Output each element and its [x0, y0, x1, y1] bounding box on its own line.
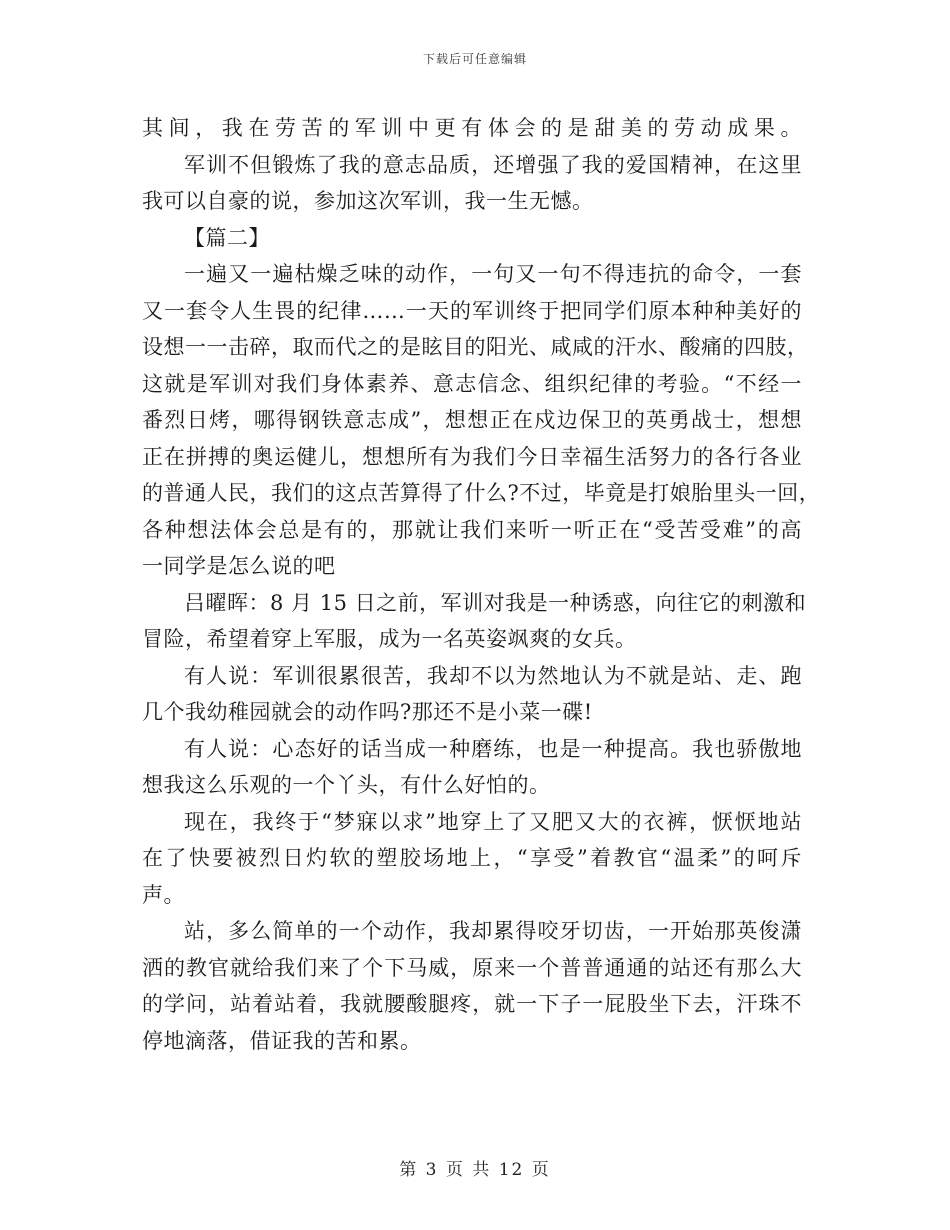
- text-line: 设想一一击碎，取而代之的是眩目的阳光、咸咸的汗水、酸痛的四肢，: [142, 335, 809, 359]
- text-line: 又一套令人生畏的纪律……一天的军训终于把同学们原本种种美好的: [142, 298, 802, 323]
- text-line: 军训不但锻炼了我的意志品质，还增强了我的爱国精神，在这里: [184, 152, 802, 177]
- text-line: 有人说：军训很累很苦，我却不以为然地认为不就是站、走、跑: [184, 663, 802, 688]
- text-line: 我可以自豪的说，参加这次军训，我一生无憾。: [142, 189, 594, 213]
- text-line: 吕曜晖：8 月 15 日之前，军训对我是一种诱惑，向往它的刺激和: [184, 590, 807, 615]
- text-line: 洒的教官就给我们来了个下马威，原来一个普普通通的站还有那么大: [142, 955, 802, 980]
- text-line: 的学问，站着站着，我就腰酸腿疼，就一下子一屁股坐下去，汗珠不: [142, 992, 802, 1016]
- text-line: 冒险，希望着穿上军服，成为一名英姿飒爽的女兵。: [142, 627, 637, 651]
- text-line: 在了快要被烈日灼软的塑胶场地上，“享受”着教官“温柔”的呵斥: [142, 846, 802, 870]
- text-line: 这就是军训对我们身体素养、意志信念、组织纪律的考验。“不经一: [142, 371, 802, 396]
- text-line: 想我这么乐观的一个丫头，有什么好怕的。: [142, 773, 551, 797]
- page-number-footer: 第 3 页 共 12 页: [399, 1160, 551, 1180]
- text-line: 一遍又一遍枯燥乏味的动作，一句又一句不得违抗的命令，一套: [184, 262, 802, 286]
- text-line: 番烈日烤，哪得钢铁意志成”，想想正在戍边保卫的英勇战士，想想: [142, 408, 802, 432]
- text-line: 正在拼搏的奥运健儿，想想所有为我们今日幸福生活努力的各行各业: [142, 444, 802, 469]
- text-line: 的普通人民，我们的这点苦算得了什么?不过，毕竟是打娘胎里头一回，: [142, 481, 821, 505]
- text-line: 停地滴落，借证我的苦和累。: [142, 1028, 422, 1053]
- text-line: 声。: [142, 882, 185, 907]
- text-line: 几个我幼稚园就会的动作吗?那还不是小菜一碟!: [142, 700, 593, 724]
- text-line: 一同学是怎么说的吧: [142, 554, 336, 578]
- text-line: 其间，我在劳苦的军训中更有体会的是甜美的劳动成果。: [142, 116, 802, 140]
- body-text: [142, 110, 821, 1059]
- page-header-note: 下载后可任意编辑: [422, 52, 527, 66]
- text-line: 有人说：心态好的话当成一种磨练，也是一种提高。我也骄傲地: [184, 736, 802, 761]
- text-line: 现在，我终于“梦寐以求”地穿上了又肥又大的衣裤，恹恹地站: [184, 809, 802, 834]
- section-heading: 【篇二】: [184, 225, 270, 250]
- text-line: 站，多么简单的一个动作，我却累得咬牙切齿，一开始那英俊潇: [184, 919, 802, 943]
- text-line: 各种想法体会总是有的，那就让我们来听一听正在“受苦受难”的高: [142, 517, 802, 542]
